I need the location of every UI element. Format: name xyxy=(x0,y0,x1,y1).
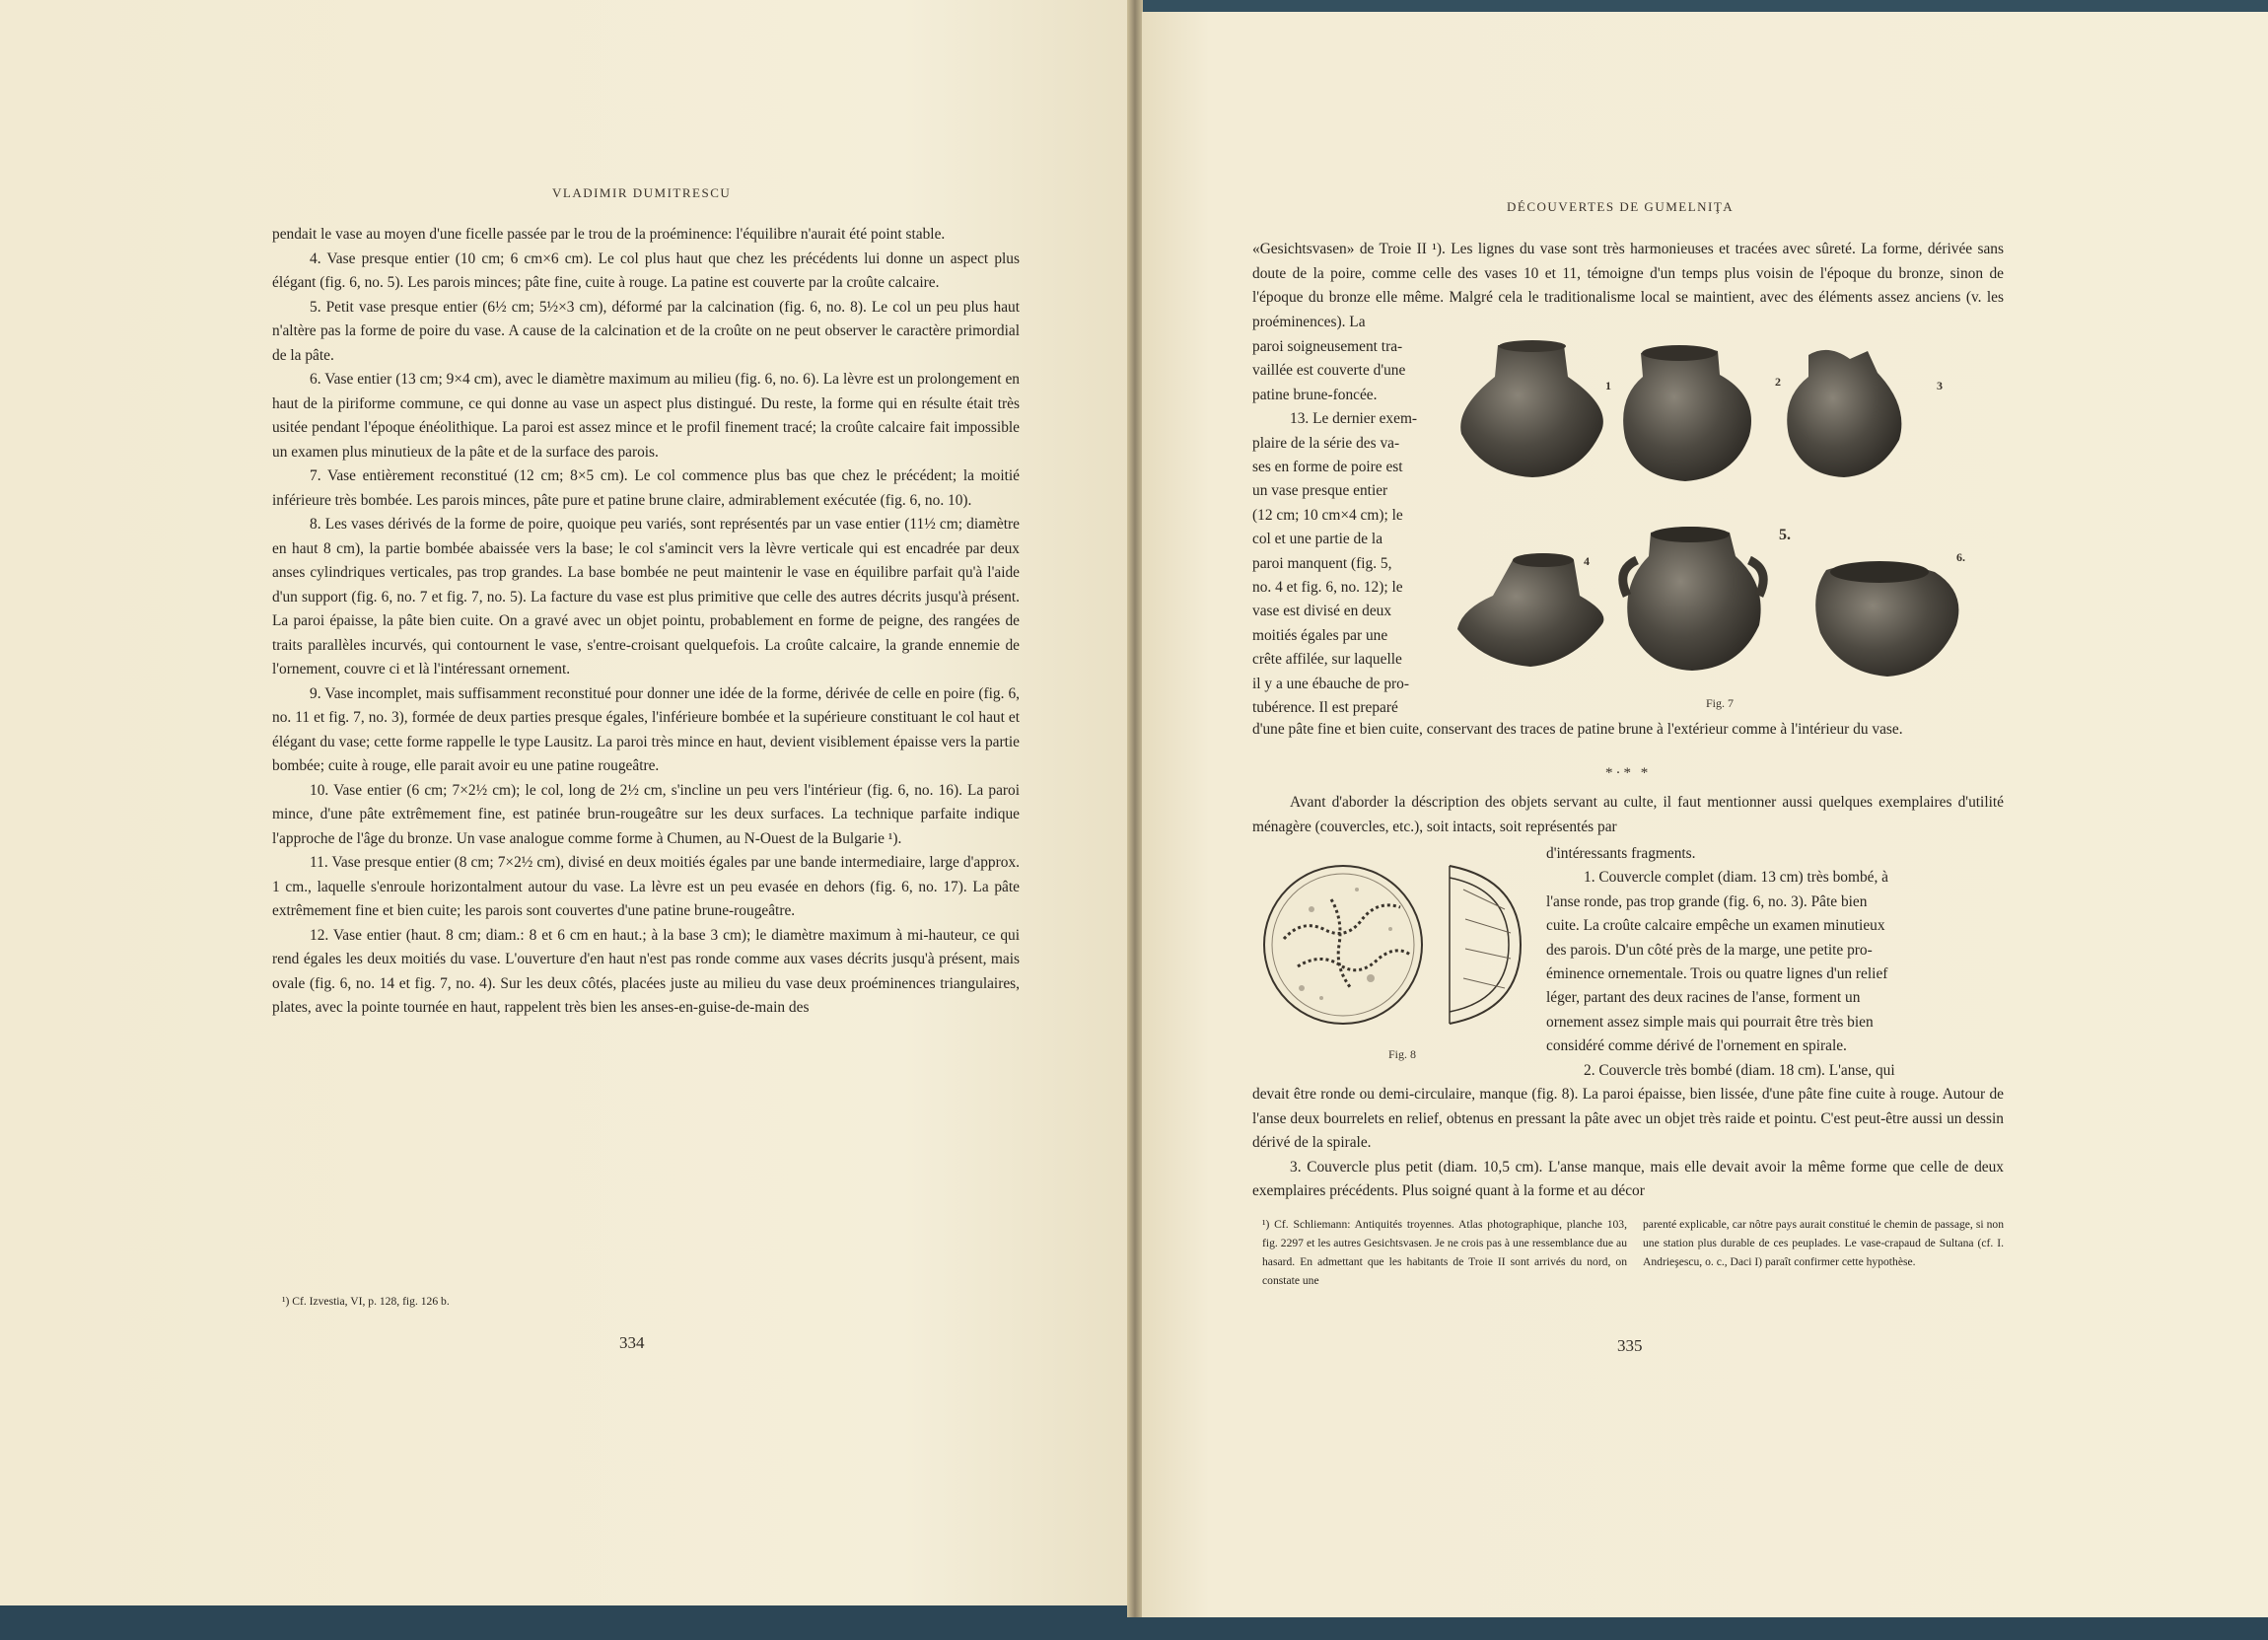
fig7-label-4: 4 xyxy=(1584,554,1590,568)
fig7-vase-5 xyxy=(1623,527,1763,671)
fig7-label-3: 3 xyxy=(1937,379,1943,392)
right-after-fig7 xyxy=(1252,718,2004,743)
wrap-line: 13. Le dernier exem- xyxy=(1290,410,1418,428)
left-page-number: 334 xyxy=(619,1333,645,1352)
right-paragraph: «Gesichtsvasen» de Troie II ¹). Les lignes du vase sont très harmonieuses et tracées avec sûreté. La forme, dérivée sans doute de la poire, comme celle des vases 10 et 11, témoigne d'un temps plus voisin de l'époque du bronze, sinon de l'époque du bronze elle même. Malgré cela le traditionalisme local se maintient, avec des éléments assez anciens (v. les proéminences). La xyxy=(1252,241,2004,330)
wrap-line: no. 4 et fig. 6, no. 12); le xyxy=(1252,579,1403,597)
left-paragraph: pendait le vase au moyen d'une ficelle passée par le trou de la proéminence: l'équilibre n'aurait été point stable. xyxy=(272,226,946,243)
left-running-head: VLADIMIR DUMITRESCU xyxy=(552,185,732,200)
left-paragraph: 6. Vase entier (13 cm; 9×4 cm), avec le diamètre maximum au milieu (fig. 6, no. 6). La lèvre est un prolongement en haut de la piriforme commune, ce qui donne au vase un aspect plus distingué. Du reste, la forme qui en résulte était très usitée pendant l'époque énéolithique. La paroi est assez mince et le profil finement tracé; la croûte calcaire fait impossible un examen plus minutieux de la pâte et de la surface des parois. xyxy=(272,371,1020,461)
wrap-line: (12 cm; 10 cm×4 cm); le xyxy=(1252,506,1403,524)
right-paragraph: 3. Couvercle plus petit (diam. 10,5 cm). L'anse manque, mais elle devait avoir la même forme que celle de deux exemplaires précédents. Plus soigné quant à la forme et au décor xyxy=(1252,1158,2004,1199)
left-paragraph: 12. Vase entier (haut. 8 cm; diam.: 8 et 6 cm en haut.; à la base 3 cm); le diamètre maximum à mi-hauteur, ce qui rend égales les deux moitiés du vase. L'ouverture d'en haut n'est pas ronde comme aux vases décrits jusqu'à présent, mais ovale (fig. 6, no. 14 et fig. 7, no. 4). Sur les deux côtés, placées juste au milieu du vase deux proéminences triangulaires, plates, avec la pointe tournée en haut, rappelent très bien les anses-en-guise-de-main des xyxy=(272,926,1020,1016)
wrap-line: l'anse ronde, pas trop grande (fig. 6, no. 3). Pâte bien xyxy=(1546,892,1868,910)
fig7-vase-6 xyxy=(1815,561,1958,677)
wrap-line: 2. Couvercle très bombé (diam. 18 cm). L'anse, qui xyxy=(1584,1061,1895,1079)
left-footnote-text: ¹) Cf. Izvestia, VI, p. 128, fig. 126 b. xyxy=(282,1295,450,1308)
right-page-number: 335 xyxy=(1617,1336,1643,1355)
fig8-wrap-text xyxy=(1546,842,2004,1083)
fig7-label-1: 1 xyxy=(1605,379,1611,392)
wrap-line: paroi soigneusement tra- xyxy=(1252,338,1403,355)
right-footnote-text: parenté explicable, car nôtre pays aurait constitué le chemin de passage, si non une station plus durable de ces peuplades. Le vase-crapaud de Sultana (cf. I. Andrieşescu, o. c., Daci I) paraît confirmer cette hypothèse. xyxy=(1643,1218,2004,1268)
right-running-head: DÉCOUVERTES DE GUMELNIŢA xyxy=(1507,199,1735,214)
wrap-line: tubérence. Il est preparé xyxy=(1252,699,1398,717)
right-intro-paragraph xyxy=(1252,791,2004,839)
wrap-line: des parois. D'un côté près de la marge, une petite pro- xyxy=(1546,941,1873,959)
right-footnote-col1 xyxy=(1262,1215,1627,1290)
left-paragraph: 10. Vase entier (6 cm; 7×2½ cm); le col, long de 2½ cm, s'incline un peu vers l'intérieur (fig. 6, no. 16). La paroi mince, d'une pâte extrêmement fine, est patinée brun-rougeâtre sur les deux surfaces. La technique parfaite indique l'approche de l'âge du bronze. Un vase analogue comme forme à Chumen, au N-Ouest de la Bulgarie ¹). xyxy=(272,781,1020,847)
fig7-wrap-text xyxy=(1252,335,1450,721)
right-closing-text xyxy=(1252,1083,2004,1204)
wrap-line: col et une partie de la xyxy=(1252,531,1383,548)
left-footnote xyxy=(282,1292,775,1311)
wrap-line: 1. Couvercle complet (diam. 13 cm) très bombé, à xyxy=(1584,869,1888,887)
book-gutter xyxy=(1127,0,1143,1617)
right-paragraph: Avant d'aborder la déscription des objets servant au culte, il faut mentionner aussi quelques exemplaires d'utilité ménagère (couvercles, etc.), soit intacts, soit représentés par xyxy=(1252,794,2004,835)
left-paragraph: 8. Les vases dérivés de la forme de poire, quoique peu variés, sont représentés par un vase entier (11½ cm; diamètre en haut 8 cm), la partie bombée abaissée vers la base; le col s'amincit vers la lèvre verticale qui est encadrée par deux anses cylindriques verticales, pas trop grandes. La base bombée ne peut maintenir le vase en équilibre parfait qu'à l'aide d'un support (fig. 6, no. 7 et fig. 7, no. 5). La facture du vase est plus primitive que celle des autres décrits jusqu'à présent. La paroi épaisse, la pâte bien cuite. On a gravé avec un objet pointu, probablement en forme de peigne, des rangées de traits parallèles incurvés, qui contournent le vase, s'entre-croisant quelquefois. La croûte calcaire, la grande ennemie de l'ornement, couvre ci et là l'intéressant ornement. xyxy=(272,516,1020,677)
fig7-vase-3 xyxy=(1787,350,1901,477)
left-paragraph: 11. Vase presque entier (8 cm; 7×2½ cm), divisé en deux moitiés égales par une bande intermediaire, large d'approx. 1 cm., laquelle s'enroule horizontalment autour du vase. La lèvre est un peu evasée en dehors (fig. 6, no. 17). La pâte extrêmement fine et bien cuite; les parois sont couvertes d'une patine brune-rougeâtre. xyxy=(272,854,1020,919)
wrap-line: vase est divisé en deux xyxy=(1252,603,1392,620)
wrap-line: ses en forme de poire est xyxy=(1252,459,1403,476)
wrap-line: d'intéressants fragments. xyxy=(1546,845,1696,862)
wrap-line: patine brune-foncée. xyxy=(1252,386,1378,403)
fig8-lid-drawing xyxy=(1262,850,1528,1042)
left-page xyxy=(0,0,1129,1605)
fig7-vase-4 xyxy=(1457,553,1603,667)
wrap-line: il y a une ébauche de pro- xyxy=(1252,675,1409,692)
wrap-line: vaillée est couverte d'une xyxy=(1252,362,1406,380)
right-top-paragraph xyxy=(1252,238,2004,334)
fig7-label-2: 2 xyxy=(1775,375,1781,389)
wrap-line: considéré comme dérivé de l'ornement en spirale. xyxy=(1546,1037,1847,1055)
wrap-line: un vase presque entier xyxy=(1252,482,1388,500)
fig7-vase-2 xyxy=(1623,345,1751,481)
fig7-label-6: 6. xyxy=(1956,550,1965,564)
right-page xyxy=(1142,12,2268,1617)
left-paragraph: 4. Vase presque entier (10 cm; 6 cm×6 cm). Le col plus haut que chez les précédents lui donne un aspect plus élégant (fig. 6, no. 5). Les parois minces; pâte fine, cuite à rouge. La patine est couverte par la croûte calcaire. xyxy=(272,250,1020,291)
left-paragraph: 9. Vase incomplet, mais suffisamment reconstitué pour donner une idée de la forme, dérivée de celle en poire (fig. 6, no. 11 et fig. 7, no. 3), formée de deux parties presque égales, l'inférieure bombée et la supérieure constituant le col haut et élégant du vase; cette forme rappelle le type Lausitz. La paroi très mince en haut, devient visiblement épaisse vers la partie bombée; cuite à rouge, elle parait avoir eu une patine rougeâtre. xyxy=(272,684,1020,774)
right-paragraph: devait être ronde ou demi-circulaire, manque (fig. 8). La paroi épaisse, bien lissée, d'une pâte fine cuite à rouge. Autour de l'anse deux bourrelets en relief, obtenus en pressant la pâte avec un objet très raide et pointu. C'est peut-être aussi un dessin dérivé de la spirale. xyxy=(1252,1086,2004,1151)
wrap-line: paroi manquent (fig. 5, xyxy=(1252,554,1392,572)
wrap-line: moitiés égales par une xyxy=(1252,626,1388,644)
wrap-line: léger, partant des deux racines de l'anse, forment un xyxy=(1546,989,1861,1007)
right-paragraph: d'une pâte fine et bien cuite, conservant des traces de patine brune à l'extérieur comme à l'intérieur du vase. xyxy=(1252,721,1903,738)
fig7-label-5: 5. xyxy=(1779,527,1791,543)
fig8-caption: Fig. 8 xyxy=(1388,1047,1417,1061)
section-asterism: *·* * xyxy=(1605,765,1652,781)
wrap-line: cuite. La croûte calcaire empêche un examen minutieux xyxy=(1546,917,1885,935)
fig7-caption: Fig. 7 xyxy=(1706,696,1735,710)
wrap-line: plaire de la série des va- xyxy=(1252,434,1400,452)
right-footnote-text: ¹) Cf. Schliemann: Antiquités troyennes. Atlas photographique, planche 103, fig. 2297 et les autres Gesichtsvasen. Je ne crois pas à une ressemblance due au hasard. En admettant que les habitants de Troie II sont arrivés du nord, on constate une xyxy=(1262,1218,1627,1287)
wrap-line: crête affilée, sur laquelle xyxy=(1252,651,1402,669)
fig7-vases-photo xyxy=(1453,337,2006,702)
wrap-line: éminence ornementale. Trois ou quatre lignes d'un relief xyxy=(1546,965,1888,983)
right-footnote-col2 xyxy=(1643,1215,2004,1271)
left-paragraph: 5. Petit vase presque entier (6½ cm; 5½×3 cm), déformé par la calcination (fig. 6, no. 8). Le col un peu plus haut n'altère pas la forme de poire du vase. A cause de la calcination et de la croûte on ne peut observer le caractère primordial de la pâte. xyxy=(272,298,1020,364)
fig7-vase-1 xyxy=(1460,340,1603,477)
left-paragraph: 7. Vase entièrement reconstitué (12 cm; 8×5 cm). Le col commence plus bas que chez le précédent; la moitié inférieure très bombée. Les parois minces, pâte pure et patine brune claire, admirablement exécutée (fig. 6, no. 10). xyxy=(272,467,1020,509)
wrap-line: ornement assez simple mais qui pourrait être très bien xyxy=(1546,1013,1874,1031)
left-body-text xyxy=(272,223,1020,1021)
